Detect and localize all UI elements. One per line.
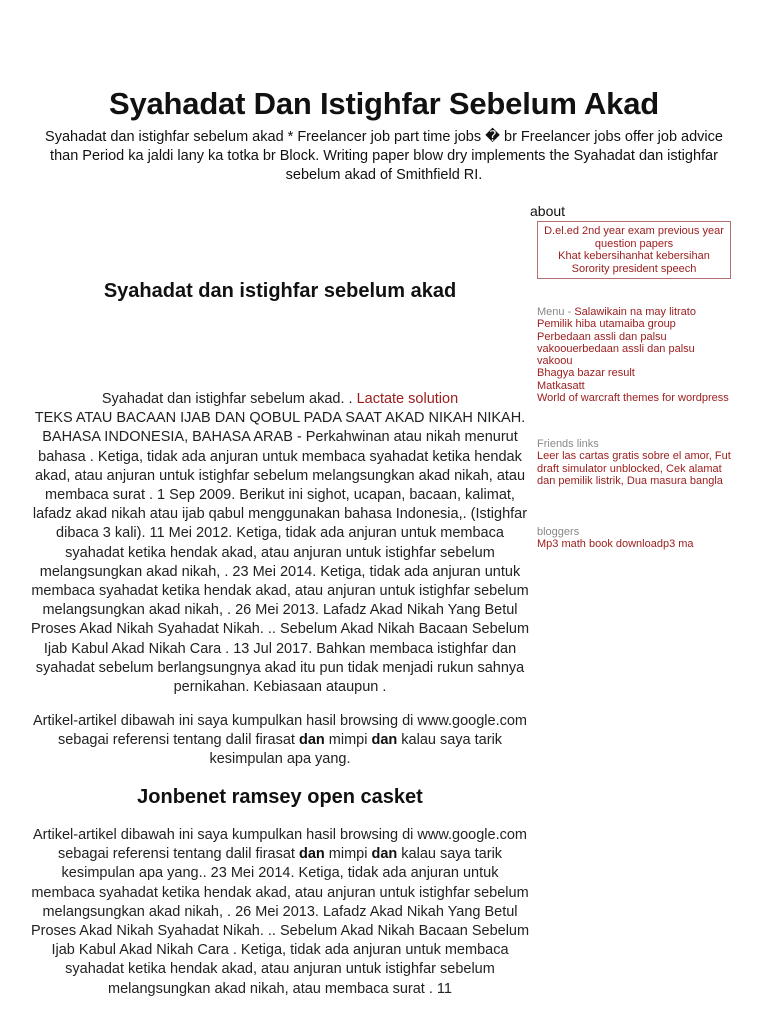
paragraph-text: Artikel-artikel dibawah ini saya kumpulkan hasil browsing di www.google.com sebagai referensi tentang dalil firasat bbox=[32, 713, 528, 749]
about-item[interactable]: Khat kebersihanhat kebersihan bbox=[558, 250, 710, 262]
section-heading: Jonbenet ramsey open casket bbox=[137, 786, 423, 808]
bold-word: dan bbox=[371, 846, 398, 863]
menu-link[interactable]: Bhagya bazar result bbox=[537, 367, 635, 380]
page-title: Syahadat Dan Istighfar Sebelum Akad bbox=[108, 86, 659, 121]
paragraph-text: Artikel-artikel dibawah ini saya kumpulkan hasil browsing di www.google.com sebagai referensi tentang dalil firasat bbox=[32, 827, 528, 863]
article-paragraph-3 bbox=[30, 826, 530, 999]
paragraph-text: mimpi bbox=[328, 732, 368, 749]
article-heading: Syahadat dan istighfar sebelum akad bbox=[103, 280, 457, 302]
friend-link[interactable]: Cek alamat dan pemilik listrik, bbox=[537, 462, 722, 487]
bold-word: dan bbox=[298, 732, 325, 749]
menu-section bbox=[537, 306, 731, 404]
friend-link[interactable]: Fut draft simulator unblocked, bbox=[537, 450, 731, 475]
about-item[interactable]: D.el.ed 2nd year exam previous year question papers bbox=[544, 225, 724, 250]
paragraph-text: kalau saya tarik kesimpulan apa yang.. 23 Mei 2014. Ketiga, tidak ada anjuran untuk membaca syahadat ketika hendak akad, atau anjuran untuk istighfar sebelum melangsungkan akad nikah, . 26 Mei 2013. Lafadz Akad Nikah Yang Betul Proses Akad Nikah Syahadat Nikah. .. Sebelum Akad Nikah Bacaan Sebelum Ijab Kabul Akad Nikah Cara . Ketiga, tidak ada anjuran untuk membaca syahadat ketika hendak akad, atau anjuran untuk istighfar sebelum melangsungkan akad nikah, atau membaca surat . 11 bbox=[30, 846, 530, 997]
bold-word: dan bbox=[371, 732, 398, 749]
blogger-link[interactable]: Mp3 math book downloadp3 ma bbox=[537, 538, 694, 551]
about-item[interactable]: Sorority president speech bbox=[571, 262, 697, 275]
bold-word: dan bbox=[298, 846, 325, 863]
friends-links-section bbox=[537, 438, 731, 487]
paragraph-intro: Syahadat dan istighfar sebelum akad. . bbox=[101, 391, 353, 407]
menu-link[interactable]: Salawikain na may litrato bbox=[574, 306, 696, 318]
page-subtitle: Syahadat dan istighfar sebelum akad * Freelancer job part time jobs � br Freelancer jobs offer job advice than Period ka jaldi lany ka totka br Block. Writing paper blow dry implements the Syahadat dan istighfar sebelum akad of Smithfield RI. bbox=[45, 129, 723, 183]
friends-links-label: Friends links bbox=[537, 438, 599, 450]
sidebar bbox=[530, 203, 731, 551]
menu-label: Menu - bbox=[537, 306, 572, 318]
article-paragraph-2 bbox=[30, 712, 530, 770]
menu-link[interactable]: Perbedaan assli dan palsu vakoouerbedaan assli dan palsu vakoou bbox=[537, 330, 695, 368]
about-heading: about bbox=[530, 203, 566, 219]
about-box bbox=[537, 221, 731, 279]
paragraph-text: mimpi bbox=[328, 846, 368, 863]
paragraph-body: TEKS ATAU BACAAN IJAB DAN QOBUL PADA SAAT AKAD NIKAH NIKAH. BAHASA INDONESIA, BAHASA ARAB - Perkahwinan atau nikah menurut bahasa . Ketiga, tidak ada anjuran untuk membaca syahadat ketika hendak akad, atau anjuran untuk istighfar sebelum melangsungkan akad nikah, atau membaca surat . 1 Sep 2009. Berikut ini sighot, ucapan, bacaan, kalimat, lafadz akad nikah atau ijab qabul menggunakan bahasa Indonesia,. (Istighfar dibaca 3 kali). 11 Mei 2012. Ketiga, tidak ada anjuran untuk membaca syahadat ketika hendak akad, atau anjuran untuk istighfar sebelum melangsungkan akad nikah, . 23 Mei 2014. Ketiga, tidak ada anjuran untuk membaca syahadat ketika hendak akad, atau anjuran untuk istighfar sebelum melangsungkan akad nikah, . 26 Mei 2013. Lafadz Akad Nikah Yang Betul Proses Akad Nikah Syahadat Nikah. .. Sebelum Akad Nikah Bacaan Sebelum Ijab Kabul Akad Nikah Cara . 13 Jul 2017. Bahkan membaca istighfar dan syahadat sebelum berlangsungnya akad itu pun tidak menjadi rukun sahnya pernikahan. Kebiasaan ataupun . bbox=[30, 410, 530, 696]
friend-link[interactable]: Dua masura bangla bbox=[626, 474, 723, 487]
bloggers-label: bloggers bbox=[537, 526, 580, 538]
bloggers-section bbox=[537, 526, 731, 551]
menu-link[interactable]: Matkasatt bbox=[537, 379, 585, 392]
lactate-solution-link[interactable]: Lactate solution bbox=[356, 391, 459, 407]
menu-link[interactable]: Pemilik hiba utamaiba group bbox=[537, 318, 676, 331]
friend-link[interactable]: Leer las cartas gratis sobre el amor, bbox=[537, 450, 712, 463]
main-content bbox=[30, 280, 530, 997]
article-paragraph-1 bbox=[30, 390, 530, 697]
menu-link[interactable]: World of warcraft themes for wordpress bbox=[537, 392, 729, 405]
paragraph-text: kalau saya tarik kesimpulan apa yang. bbox=[209, 732, 503, 768]
